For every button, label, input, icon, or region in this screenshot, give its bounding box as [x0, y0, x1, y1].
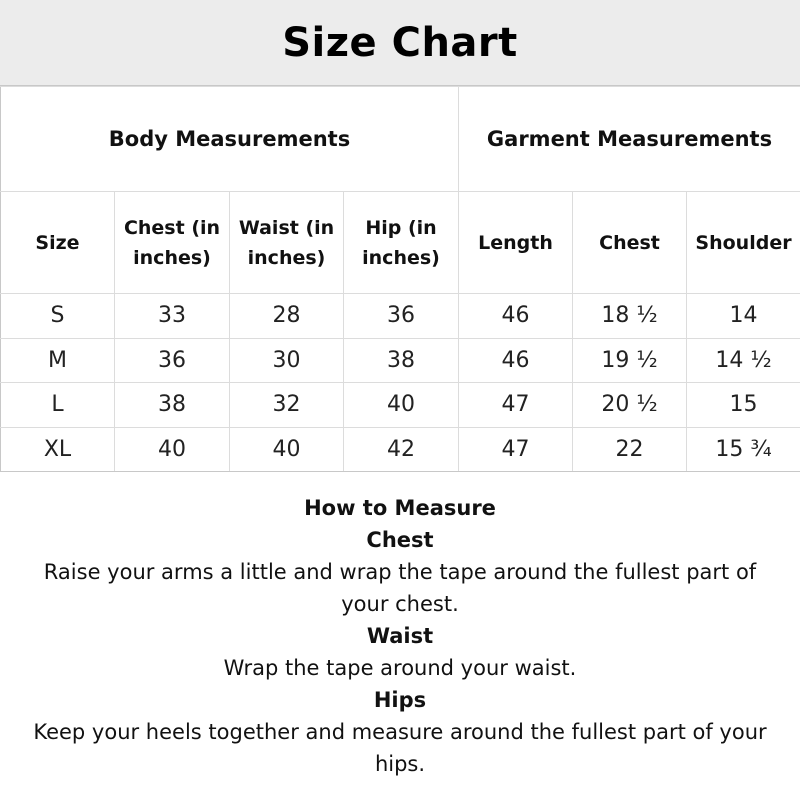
cell-garment-chest: 22 [573, 427, 687, 472]
column-header-chest-garment: Chest [573, 192, 687, 294]
waist-instructions: Wrap the tape around your waist. [223, 656, 577, 680]
cell-garment-chest: 18 ½ [573, 294, 687, 339]
table-row [1, 383, 800, 428]
hips-heading: Hips [373, 688, 427, 712]
group-garment-measurements: Garment Measurements [459, 87, 800, 192]
cell-garment-chest: 19 ½ [573, 338, 687, 383]
column-header-chest-body: Chest (in inches) [115, 192, 230, 294]
column-header-size: Size [1, 192, 115, 294]
chest-heading: Chest [366, 528, 434, 552]
cell-length: 47 [459, 383, 573, 428]
page-title: Size Chart [282, 19, 518, 66]
cell-size: L [1, 383, 115, 428]
column-header-waist: Waist (in inches) [230, 192, 344, 294]
cell-length: 46 [459, 294, 573, 339]
cell-size: XL [1, 427, 115, 472]
cell-shoulder: 14 [687, 294, 800, 339]
cell-size: M [1, 338, 115, 383]
cell-waist: 30 [230, 338, 344, 383]
chest-instructions: Raise your arms a little and wrap the tape around the fullest part of your chest. [43, 560, 757, 616]
how-to-measure-section [0, 492, 800, 780]
column-header-hip: Hip (in inches) [344, 192, 459, 294]
table-row [1, 294, 800, 339]
cell-waist: 40 [230, 427, 344, 472]
cell-hip: 38 [344, 338, 459, 383]
title-bar [0, 0, 800, 86]
cell-waist: 32 [230, 383, 344, 428]
cell-chest: 38 [115, 383, 230, 428]
cell-hip: 42 [344, 427, 459, 472]
table-row [1, 427, 800, 472]
cell-shoulder: 15 ¾ [687, 427, 800, 472]
cell-chest: 33 [115, 294, 230, 339]
cell-shoulder: 14 ½ [687, 338, 800, 383]
cell-chest: 40 [115, 427, 230, 472]
cell-waist: 28 [230, 294, 344, 339]
cell-hip: 36 [344, 294, 459, 339]
group-body-measurements: Body Measurements [1, 87, 459, 192]
group-header-row [1, 87, 800, 192]
column-header-row [1, 192, 800, 294]
hips-instructions: Keep your heels together and measure around the fullest part of your hips. [33, 720, 767, 776]
cell-shoulder: 15 [687, 383, 800, 428]
cell-hip: 40 [344, 383, 459, 428]
cell-size: S [1, 294, 115, 339]
column-header-length: Length [459, 192, 573, 294]
size-chart-table [0, 86, 800, 472]
cell-length: 46 [459, 338, 573, 383]
cell-garment-chest: 20 ½ [573, 383, 687, 428]
column-header-shoulder: Shoulder [687, 192, 800, 294]
waist-heading: Waist [366, 624, 434, 648]
how-to-measure-heading: How to Measure [304, 496, 496, 520]
cell-chest: 36 [115, 338, 230, 383]
cell-length: 47 [459, 427, 573, 472]
table-row [1, 338, 800, 383]
